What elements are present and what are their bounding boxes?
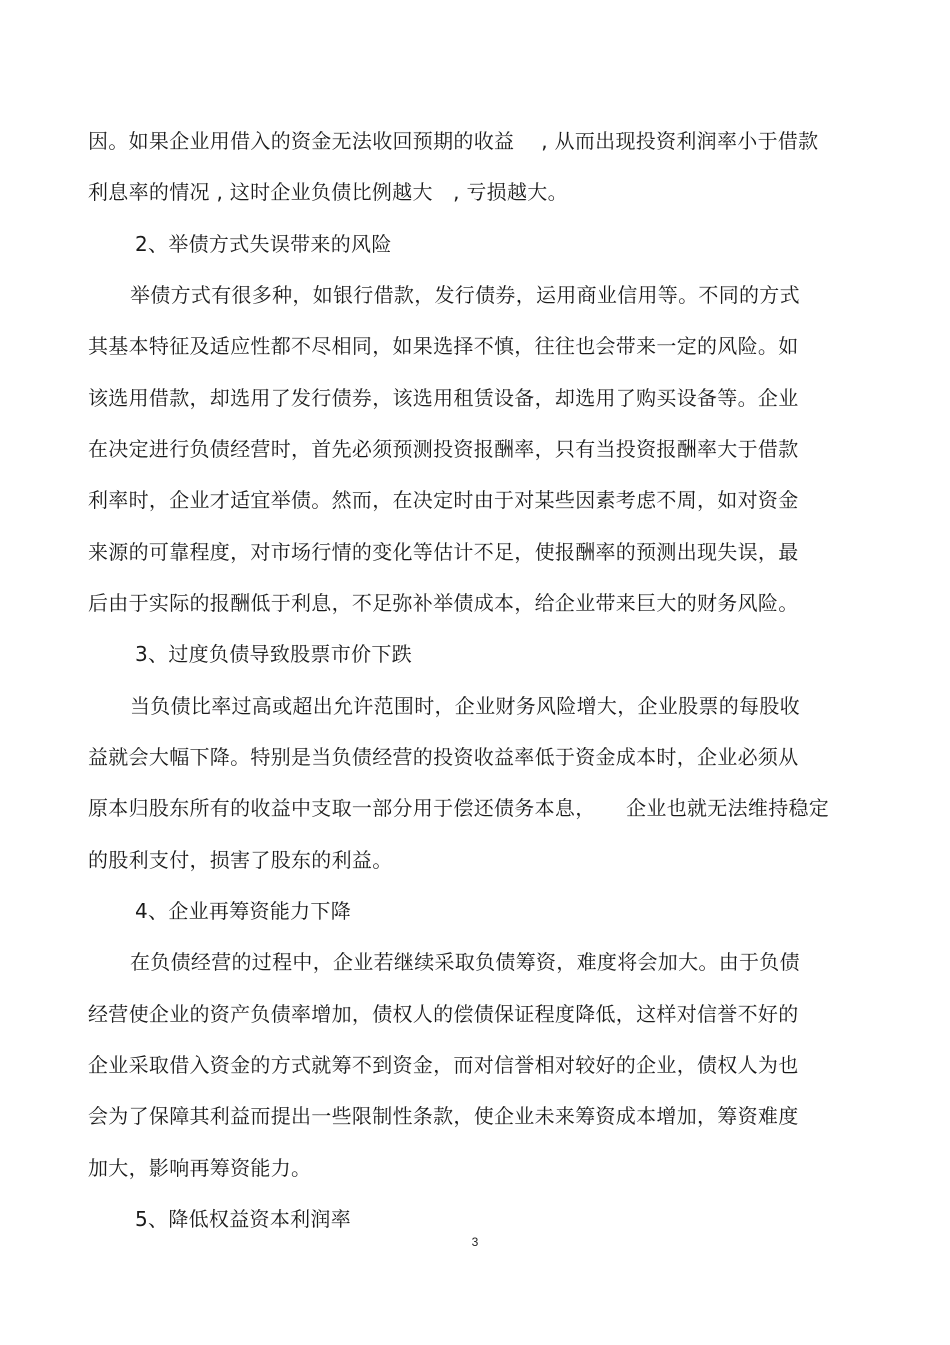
paragraph-line: 经营使企业的资产负债率增加，债权人的偿债保证程度降低，这样对信誉不好的 <box>88 1002 799 1026</box>
paragraph-line: 加大，影响再筹资能力。 <box>88 1156 312 1180</box>
section-heading: 3、过度负债导致股票市价下跌 <box>135 642 412 666</box>
paragraph-line: 举债方式有很多种，如银行借款，发行债券，运用商业信用等。不同的方式 <box>130 283 800 307</box>
page-number: 3 <box>471 1235 479 1249</box>
paragraph-line: 企业采取借入资金的方式就筹不到资金，而对信誉相对较好的企业，债权人为也 <box>88 1053 799 1077</box>
paragraph-line: 原本归股东所有的收益中支取一部分用于偿还债务本息， 企业也就无法维持稳定 <box>88 796 830 820</box>
section-heading: 4、企业再筹资能力下降 <box>135 899 352 923</box>
paragraph-line: 后由于实际的报酬低于利息，不足弥补举债成本，给企业带来巨大的财务风险。 <box>88 591 799 615</box>
paragraph-line: 来源的可靠程度，对市场行情的变化等估计不足，使报酬率的预测出现失误，最 <box>88 540 799 564</box>
paragraph-line: 利率时，企业才适宜举债。然而，在决定时由于对某些因素考虑不周，如对资金 <box>88 488 799 512</box>
paragraph-line: 当负债比率过高或超出允许范围时，企业财务风险增大，企业股票的每股收 <box>130 694 800 718</box>
paragraph-line: 该选用借款，却选用了发行债券，该选用租赁设备，却选用了购买设备等。企业 <box>88 386 799 410</box>
paragraph-line: 在决定进行负债经营时，首先必须预测投资报酬率，只有当投资报酬率大于借款 <box>88 437 799 461</box>
paragraph-line: 因。如果企业用借入的资金无法收回预期的收益 , 从而出现投资利润率小于借款 <box>88 129 819 153</box>
paragraph-line: 其基本特征及适应性都不尽相同，如果选择不慎，往往也会带来一定的风险。如 <box>88 334 799 358</box>
paragraph-line: 的股利支付，损害了股东的利益。 <box>88 848 393 872</box>
section-heading: 5、降低权益资本利润率 <box>135 1207 352 1231</box>
paragraph-line: 在负债经营的过程中，企业若继续采取负债筹资，难度将会加大。由于负债 <box>130 950 800 974</box>
section-heading: 2、举债方式失误带来的风险 <box>135 232 392 256</box>
paragraph-line: 会为了保障其利益而提出一些限制性条款，使企业未来筹资成本增加，筹资难度 <box>88 1104 799 1128</box>
paragraph-line: 利息率的情况 , 这时企业负债比例越大 , 亏损越大。 <box>88 180 568 204</box>
paragraph-line: 益就会大幅下降。特别是当负债经营的投资收益率低于资金成本时，企业必须从 <box>88 745 799 769</box>
